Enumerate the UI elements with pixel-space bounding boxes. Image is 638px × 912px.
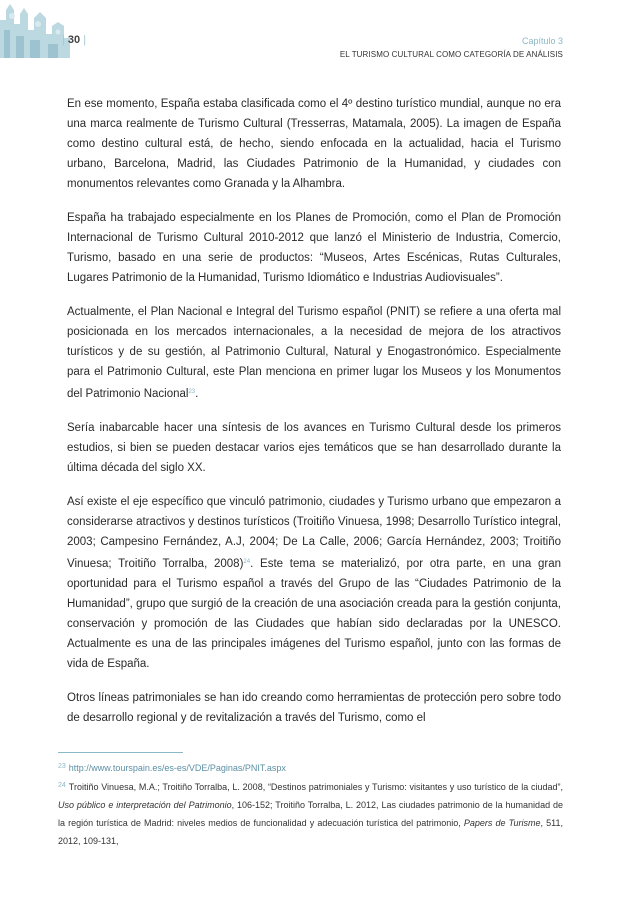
paragraph: Actualmente, el Plan Nacional e Integral del Turismo español (PNIT) se refiere a una oferta mal posicionada en los mercados internacionales, a la necesidad de mejora de los atractivos turísticos y de su gestión, al Patrimonio Cultural, Natural y Enogastronómico. Especialmente para el Patrimonio Cultural, este Plan menciona en primer lugar los Museos y los Monumentos del Patrimonio Nacional$^{23}$. [67, 306, 561, 400]
footnote-ref-24[interactable]: 24 [243, 559, 251, 565]
footnote-24: $^{24}$ Troitiño Vinuesa, M.A.; Troitiño Torralba, L. 2008, “Destinos patrimoniales y Turismo: visitantes y uso turístico de la ciudad”, Uso público e interpretación del Patrimonio, 106-152; Troitiño Torralba, L. 2012, Las ciudades patrimonio de la humanidad de la región turística de Madrid: niveles medios de funcionalidad y adecuación turística del patrimonio, Papers de Turisme, 511, 2012, 109-131, [58, 782, 563, 846]
chapter-label: Capítulo 3 [521, 36, 563, 46]
page-number: | 30 | [62, 34, 87, 46]
body-text [67, 94, 561, 742]
footnote-ref-23[interactable]: 23 [188, 389, 196, 395]
paragraph: Sería inabarcable hacer una síntesis de los avances en Turismo Cultural desde los primeros estudios, si bien se pueden destacar varios ejes temáticos que se han desarrollado durante la última década del siglo XX. [67, 422, 561, 474]
city-skyline-logo [0, 0, 70, 58]
paragraph: España ha trabajado especialmente en los Planes de Promoción, como el Plan de Promoción Internacional de Turismo Cultural 2010-2012 que lanzó el Ministerio de Industria, Comercio, Turismo, basado en una serie de productos: “Museos, Artes Escénicas, Rutas Culturales, Lugares Patrimonio de la Humanidad, Turismo Idiomático e Industrias Audiovisuales”. [67, 212, 561, 284]
footnote-divider [58, 752, 183, 753]
paragraph: En ese momento, España estaba clasificada como el 4º destino turístico mundial, aunque no era una marca realmente de Turismo Cultural (Tresserras, Matamala, 2005). La imagen de España como destino cultural está, de hecho, siendo enfocada en la actualidad, hacia el Turismo urbano, Barcelona, Madrid, las Ciudades Patrimonio de la Humanidad, y ciudades con monumentos relevantes como Granada y la Alhambra. [67, 98, 561, 190]
footnotes [58, 758, 563, 850]
paragraph: Así existe el eje específico que vinculó patrimonio, ciudades y Turismo urbano que empezaron a considerarse atractivos y destinos turísticos (Troitiño Vinuesa, 1998; Desarrollo Turístico integral, 2003; Campesino Fernández, A.J, 2004; De La Calle, 2006; García Hernández, 2003; Troitiño Vinuesa; Troitiño Torralba, 2008)$^{24}$. Este tema se materializó, por otra parte, en una gran oportunidad para el Turismo español a través del Grupo de las “Ciudades Patrimonio de la Humanidad”, grupo que surgió de la creación de una asociación creada para la gestión conjunta, conservación y promoción de las Ciudades que habían sido declaradas por la UNESCO. Actualmente es una de las principales imágenes del Turismo español, junto con las formas de vida de España. [67, 496, 561, 670]
chapter-title: EL TURISMO CULTURAL COMO CATEGORÍA DE ANÁLISIS [339, 50, 563, 59]
footnote-23: $^{23}$ http://www.tourspain.es/es-es/VDE/Paginas/PNIT.aspx [58, 763, 286, 773]
footnote-link[interactable]: http://www.tourspain.es/es-es/VDE/Paginas/PNIT.aspx [68, 763, 286, 773]
paragraph: Otros líneas patrimoniales se han ido creando como herramientas de protección pero sobre todo de desarrollo regional y de revitalización a través del Turismo, como el [67, 692, 561, 724]
